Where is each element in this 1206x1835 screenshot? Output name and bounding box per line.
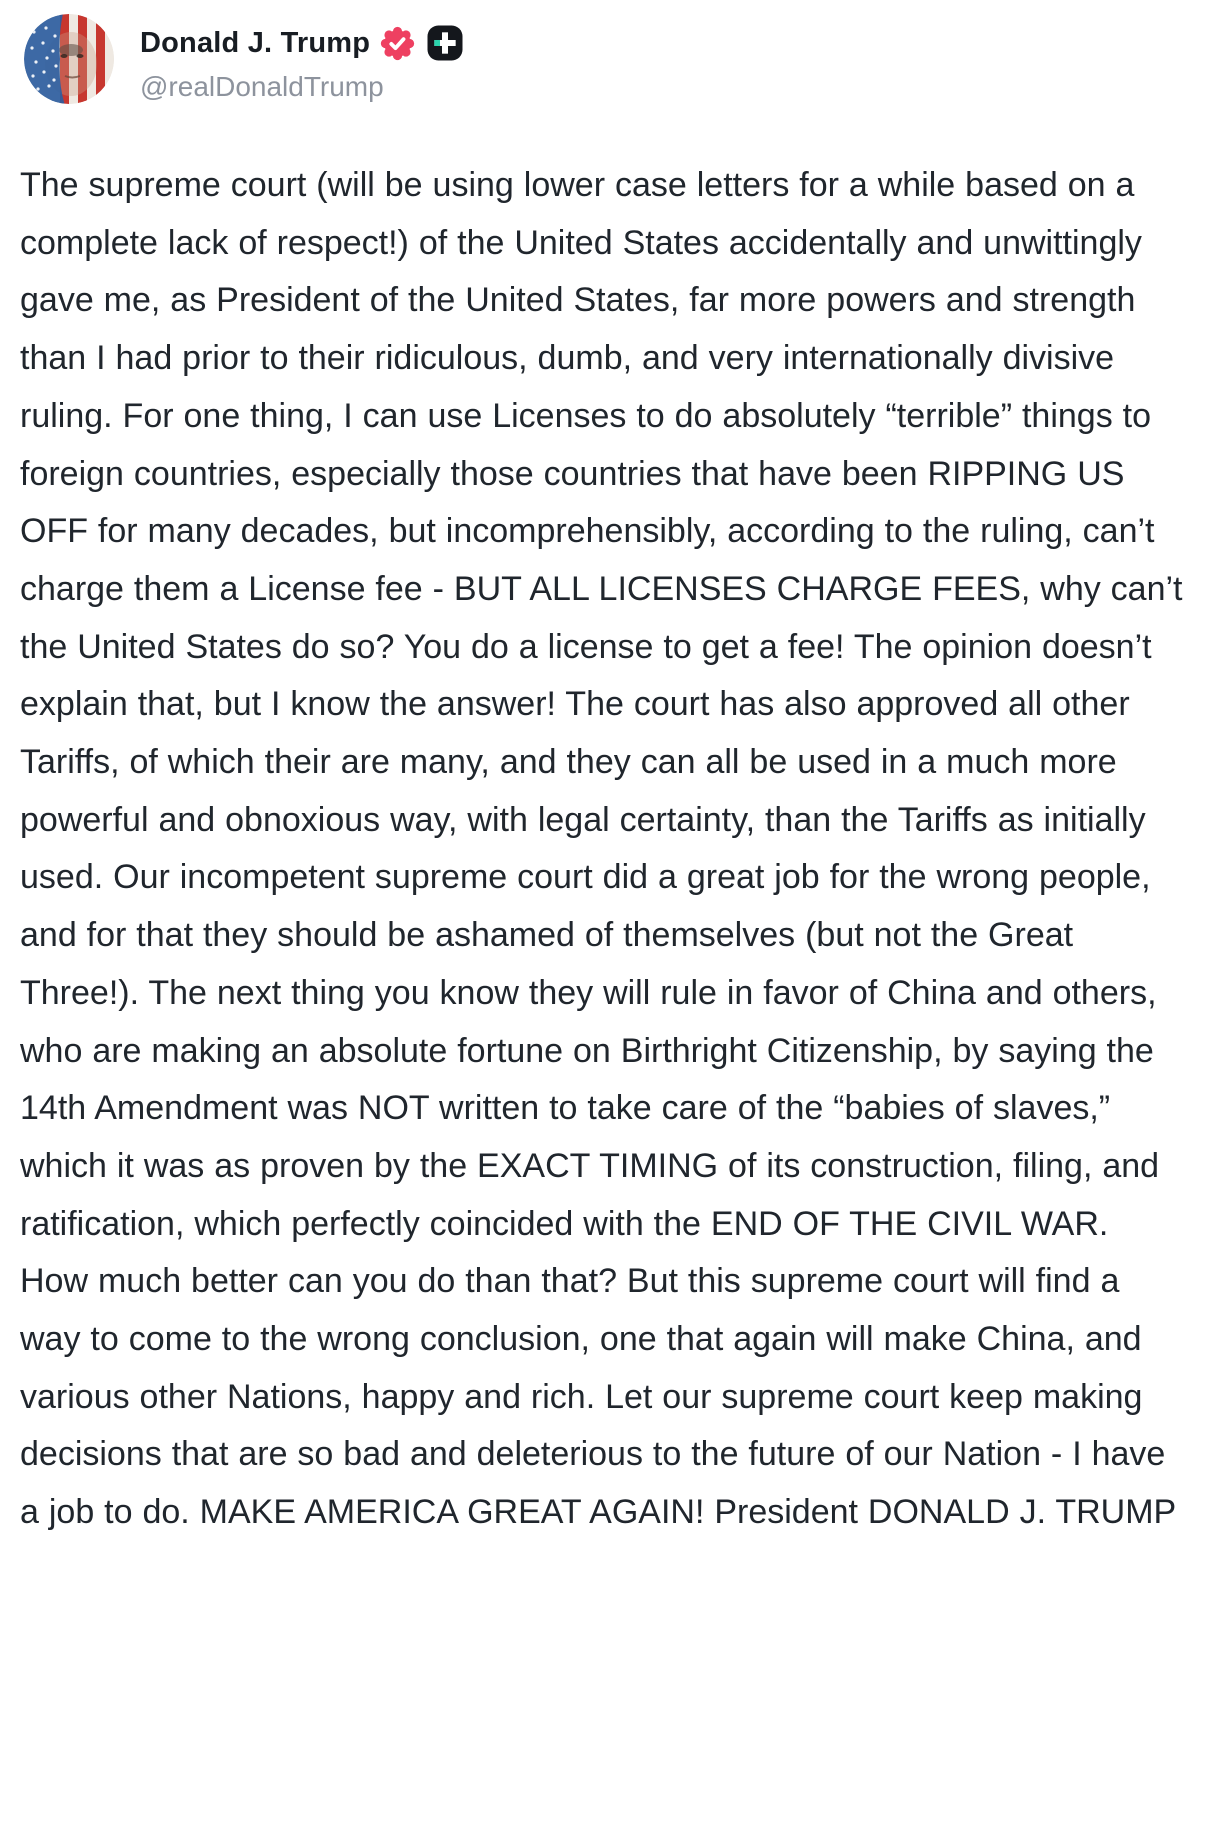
name-row (140, 23, 465, 63)
user-handle[interactable]: @realDonaldTrump (140, 71, 384, 102)
post-header (20, 14, 1186, 104)
post-text: The supreme court (will be using lower case letters for a while based on a complete lack of respect!) of the United States accidentally and unwittingly gave me, as President of the United States, far more powers and strength than I had prior to their ridiculous, dumb, and very internationally divisive ruling. For one thing, I can use Licenses to do absolutely “terrible” things to foreign countries, especially those countries that have been RIPPING US OFF for many decades, but incomprehensibly, according to the ruling, can’t charge them a License fee - BUT ALL LICENSES CHARGE FEES, why can’t the United States do so? You do a license to get a fee! The opinion doesn’t explain that, but I know the answer! The court has also approved all other Tariffs, of which their are many, and they can all be used in a much more powerful and obnoxious way, with legal certainty, than the Tariffs as initially used. Our incompetent supreme court did a great job for the wrong people, and for that they should be ashamed of themselves (but not the Great Three!). The next thing you know they will rule in favor of China and others, who are making an absolute fortune on Birthright Citizenship, by saying the 14th Amendment was NOT written to take care of the “babies of slaves,” which it was as proven by the EXACT TIMING of its construction, filing, and ratification, which perfectly coincided with the END OF THE CIVIL WAR. How much better can you do than that? But this supreme court will find a way to come to the wrong conclusion, one that again will make China, and various other Nations, happy and rich. Let our supreme court keep making decisions that are so bad and deleterious to the future of our Nation - I have a job to do. MAKE AMERICA GREAT AGAIN! President DONALD J. TRUMP (20, 166, 1193, 1532)
display-name[interactable]: Donald J. Trump (140, 26, 371, 59)
plus-badge-icon (425, 23, 465, 63)
avatar[interactable] (24, 14, 114, 104)
trump-flag-avatar-image (24, 14, 114, 104)
identity-block (140, 14, 465, 104)
verified-check-seal-icon (379, 25, 416, 62)
